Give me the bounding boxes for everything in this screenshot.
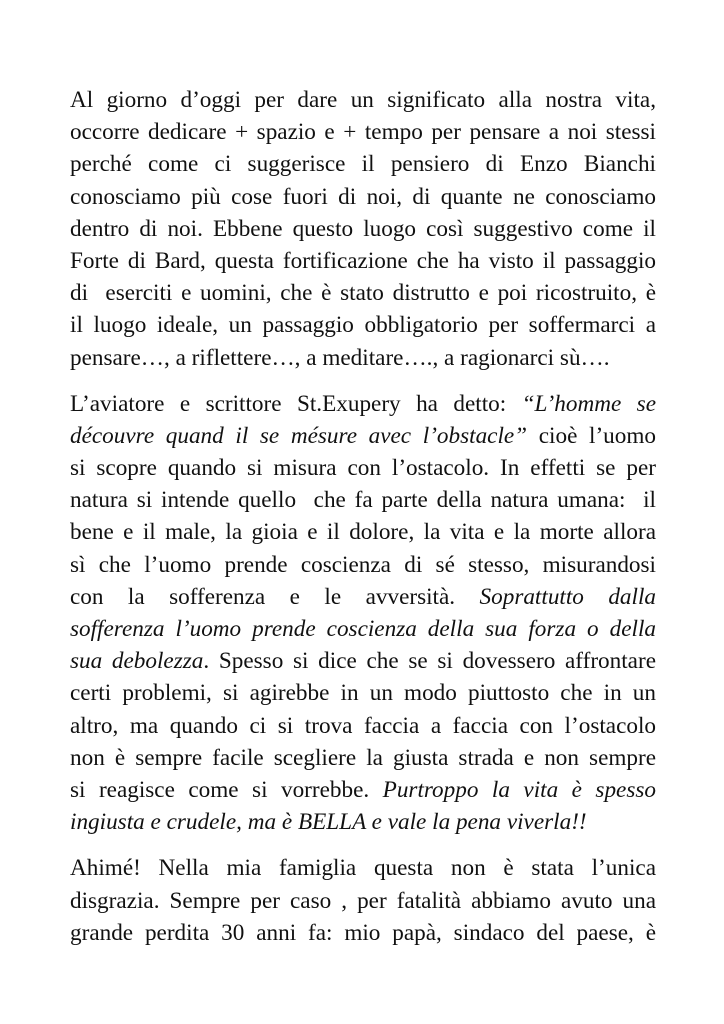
text-line (70, 885, 656, 917)
text-line (70, 774, 656, 806)
text-segment: natura si intende quello che fa parte della natura umana: il (70, 487, 656, 514)
text-line (70, 645, 656, 677)
italic-text-segment: Purtroppo la vita è spesso (382, 776, 656, 803)
text-line (70, 148, 656, 180)
text-segment: disgrazia. Sempre per caso , per fatalità abbiamo avuto una (70, 887, 656, 914)
text-line (70, 549, 656, 581)
italic-text-segment: sua debolezza (70, 648, 204, 675)
document-page (70, 84, 656, 963)
text-line (70, 277, 656, 309)
text-line (70, 742, 656, 774)
text-segment: cioè l’uomo (527, 422, 656, 449)
text-segment: Al giorno d’oggi per dare un significato alla nostra vita, (70, 87, 656, 113)
text-segment: con la sofferenza e le avversità. (70, 583, 480, 610)
italic-text-segment: ingiusta e crudele, ma è BELLA e vale la pena viverla!! (70, 809, 587, 836)
text-line (70, 710, 656, 742)
text-segment: di eserciti e uomini, che è stato distrutto e poi ricostruito, è (70, 280, 656, 307)
text-segment: conosciamo più cose fuori di noi, di quante ne conosciamo (70, 183, 656, 210)
paragraph-2 (70, 388, 656, 839)
text-line (70, 516, 656, 548)
text-segment: occorre dedicare + spazio e + tempo per pensare a noi stessi (70, 119, 656, 146)
text-line (70, 484, 656, 516)
text-line (70, 581, 656, 613)
text-segment: Forte di Bard, questa fortificazione che ha visto il passaggio (70, 247, 656, 274)
text-line (70, 613, 656, 645)
text-segment: bene e il male, la gioia e il dolore, la vita e la morte allora (70, 519, 656, 546)
text-segment: altro, ma quando ci si trova faccia a faccia con l’ostacolo (70, 712, 656, 739)
italic-text-segment: “L’homme se (521, 390, 656, 417)
text-segment: non è sempre facile scegliere la giusta strada e non sempre (70, 744, 656, 771)
text-line (70, 677, 656, 709)
text-segment: pensare…, a riflettere…, a meditare…., a ragionarci sù…. (70, 344, 610, 371)
text-segment: si reagisce come si vorrebbe. (70, 776, 383, 803)
text-line (70, 342, 656, 374)
paragraph-1 (70, 84, 656, 374)
text-line (70, 452, 656, 484)
italic-text-segment: découvre quand il se mésure avec l’obstacle” (70, 422, 528, 449)
text-segment: Ahimé! Nella mia famiglia questa non è stata l’unica (70, 855, 656, 882)
text-segment: certi problemi, si agirebbe in un modo piuttosto che in un (70, 680, 656, 707)
text-segment: dentro di noi. Ebbene questo luogo così suggestivo come il (70, 215, 656, 242)
text-line (70, 116, 656, 148)
text-segment: si scopre quando si misura con l’ostacolo. In effetti se per (70, 455, 656, 482)
italic-text-segment: sofferenza l’uomo prende coscienza della sua forza o della (70, 616, 656, 642)
text-line (70, 84, 656, 116)
text-segment: sì che l’uomo prende coscienza di sé stesso, misurandosi (70, 551, 656, 578)
text-line (70, 309, 656, 341)
text-line (70, 181, 656, 213)
text-segment: grande perdita 30 anni fa: mio papà, sindaco del paese, è (70, 919, 656, 946)
paragraph-3 (70, 852, 656, 949)
text-line (70, 806, 656, 838)
text-segment: L’aviatore e scrittore St.Exupery ha detto: (70, 390, 522, 417)
text-segment: . Spesso si dice che se si dovessero affrontare (203, 648, 656, 675)
text-line (70, 213, 656, 245)
text-line (70, 917, 656, 949)
text-line (70, 245, 656, 277)
text-segment: il luogo ideale, un passaggio obbligatorio per soffermarci a (70, 312, 656, 339)
text-line (70, 420, 656, 452)
italic-text-segment: Soprattutto dalla (479, 583, 656, 610)
text-segment: perché come ci suggerisce il pensiero di Enzo Bianchi (70, 151, 656, 178)
text-line (70, 388, 656, 420)
text-line (70, 852, 656, 884)
